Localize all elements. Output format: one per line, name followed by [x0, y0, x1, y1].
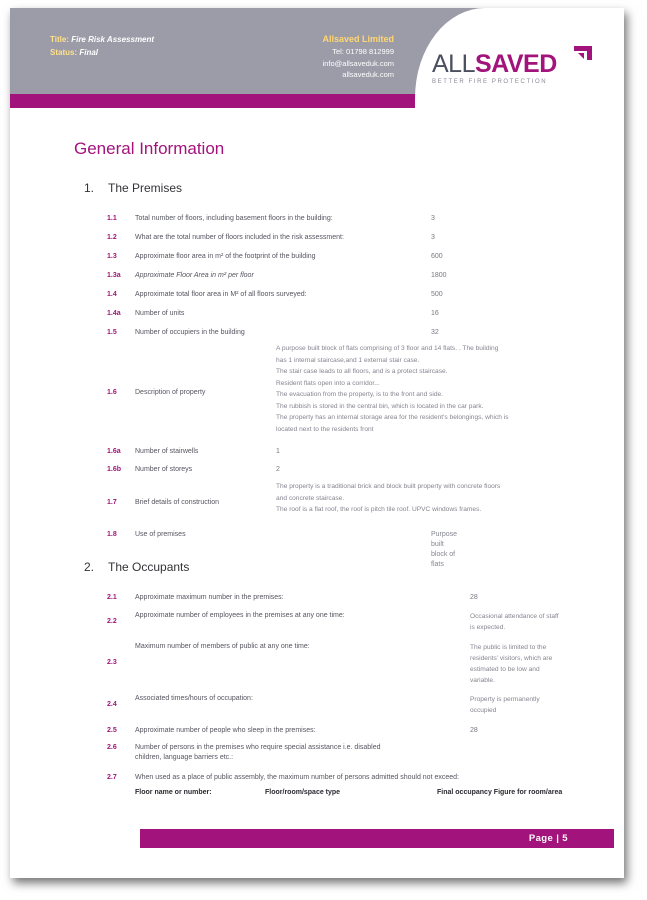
- construction-details: The property is a traditional brick and block built property with concrete floors and concrete staircase. The roof is a flat roof, the roof is pitch tile roof. UPVC windows frames.: [276, 483, 501, 513]
- section-heading-occupants: 2. The Occupants: [84, 560, 190, 574]
- logo-text-all: ALL: [432, 50, 475, 78]
- page-title: General Information: [74, 139, 225, 158]
- space-type-column-header: Floor/room/space type: [265, 789, 341, 796]
- company-name: Allsaved Limited: [322, 34, 394, 44]
- property-description: A purpose built block of flats comprising of 3 floor and 14 flats. . The building has 1 internal staircase,and 1 external stair case. The stair case leads to all floors, and is a protect staircase. Resident flats open into a corridor... The evacuation from the property, is to the front and side. The rubbish is stored in the central bin, which is located in the car park. The property has an internal storage area for the resident's belongings, which is located next to the residents front: [276, 345, 509, 433]
- section-heading-premises: 1. The Premises: [84, 181, 183, 195]
- company-contact: [259, 33, 394, 81]
- header-meta: [50, 33, 154, 59]
- header-accent-bar: [10, 94, 430, 108]
- company-email: info@allsaveduk.com: [322, 58, 394, 68]
- logo-tagline: BETTER FIRE PROTECTION: [432, 79, 548, 85]
- occupancy-column-header: Final occupancy Figure for room/area: [437, 789, 563, 796]
- logo-chevron-icon: [572, 44, 598, 64]
- title-value: Fire Risk Assessment: [71, 35, 155, 44]
- company-web: allsaveduk.com: [342, 70, 394, 79]
- status-label: Status:: [50, 48, 78, 57]
- page-number: Page | 5: [528, 833, 568, 844]
- company-tel: Tel: 01798 812999: [332, 47, 394, 56]
- allsaved-logo: [432, 50, 557, 85]
- title-label: Title:: [50, 35, 69, 44]
- status-value: Final: [79, 48, 99, 57]
- floor-name-column-header: Floor name or number:: [135, 789, 212, 796]
- page-footer: [140, 829, 614, 848]
- logo-text-saved: SAVED: [474, 50, 557, 78]
